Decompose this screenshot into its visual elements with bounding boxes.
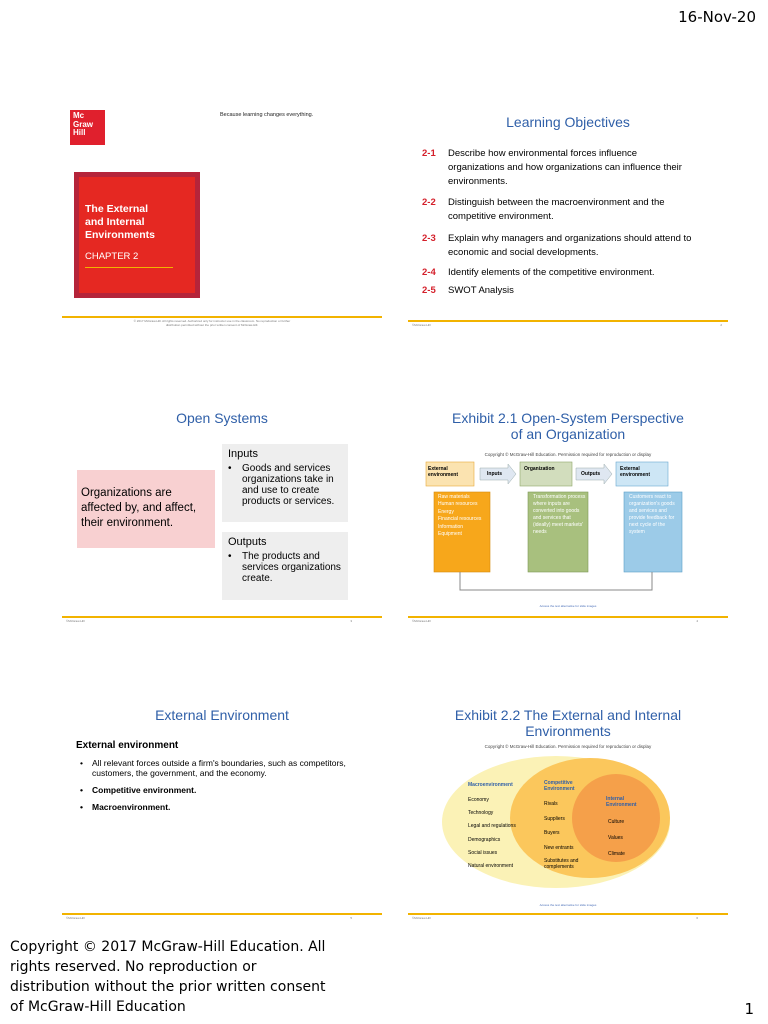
text-alternative-link[interactable]: Access the text alternative for slide images xyxy=(539,903,597,907)
bullet-item: • Competitive environment. xyxy=(80,785,197,795)
label-external-environment: External environment xyxy=(428,466,459,478)
label-macroenvironment: Macroenvironment xyxy=(468,782,513,788)
footer-page: 6 xyxy=(696,916,698,920)
footer-line xyxy=(408,320,728,322)
label-external-environment-out: External environment xyxy=(620,466,651,478)
internal-items: Culture Values Climate xyxy=(608,819,625,857)
footer-left: ©McGraw-Hill xyxy=(412,619,431,623)
objective-item: 2-4 Identify elements of the competitive environment. xyxy=(422,267,655,278)
slide-title: External Environment xyxy=(155,707,289,723)
footer-copyright: © 2017 McGraw-Hill. All rights reserved. Authorized only for instructor use in the classroom. No reproduction or further distribution permitted without the prior written consent of McGraw-Hill. xyxy=(133,319,291,327)
objective-item: 2-3 Explain why managers and organizations should attend to economic and social developments. xyxy=(422,233,692,258)
bullet-item: • Macroenvironment. xyxy=(80,802,171,812)
footer-page: 5 xyxy=(350,916,352,920)
footer-line xyxy=(62,913,382,915)
title-box xyxy=(74,172,200,298)
chapter-number: CHAPTER 2 xyxy=(85,251,139,262)
label-outputs: Outputs xyxy=(581,471,601,477)
competitive-items: Rivals Suppliers Buyers New entrants Substitutes and complements xyxy=(544,801,579,870)
footer-page: 4 xyxy=(696,619,698,623)
objective-item: 2-1 Describe how environmental forces influence organizations and how organizations can influence their environments. xyxy=(422,148,682,187)
footer-left: ©McGraw-Hill xyxy=(66,916,85,920)
feedback-loop-line xyxy=(460,572,652,590)
footer-page: 2 xyxy=(720,323,722,327)
print-date: 16-Nov-20 xyxy=(678,8,756,26)
outputs-box: Outputs • The products and services organizations create. xyxy=(222,532,348,600)
footer-left: ©McGraw-Hill xyxy=(66,619,85,623)
customers-text: Customers react to organization's goods and services and provide feedback for next cycle of the system xyxy=(629,494,675,535)
bullet-list xyxy=(80,758,348,819)
text-alternative-link[interactable]: Access the text alternative for slide images xyxy=(539,604,597,608)
macro-items: Economy Technology Legal and regulations Demographics Social issues Natural environment xyxy=(468,797,516,870)
inputs-list: Raw materials Human resources Energy Financial resources Information Equipment xyxy=(438,494,482,538)
label-competitive-environment: Competitive Environment xyxy=(544,780,575,792)
handout-copyright: Copyright © 2017 McGraw-Hill Education. All rights reserved. No reproduction or distribution without the prior written consent of McGraw-Hill Education xyxy=(10,939,326,1015)
footer-line xyxy=(408,913,728,915)
slide-learning-objectives xyxy=(408,92,728,327)
chapter-title: The External and Internal Environments xyxy=(85,203,156,241)
tagline: Because learning changes everything. xyxy=(220,112,314,118)
slide-external-environment xyxy=(62,690,382,922)
slide-exhibit-2-2 xyxy=(408,690,728,922)
footer-left: ©McGraw-Hill xyxy=(412,916,431,920)
footer-page: 3 xyxy=(350,619,352,623)
figure-copyright: Copyright © McGraw-Hill Education. Permission required for reproduction or display xyxy=(484,744,652,749)
page-number: 1 xyxy=(744,1000,754,1018)
slide-title: Exhibit 2.2 The External and Internal Environments xyxy=(454,707,682,739)
slide-title: Exhibit 2.1 Open-System Perspective of an Organization xyxy=(452,410,684,442)
mcgraw-hill-logo: Mc Graw Hill xyxy=(70,110,105,145)
label-organization: Organization xyxy=(524,466,555,472)
footer-line xyxy=(408,616,728,618)
slide-title xyxy=(62,92,382,327)
definition-box: Organizations are affected by, and affect, their environment. xyxy=(77,470,215,548)
section-heading: External environment xyxy=(76,740,179,751)
objective-item: 2-2 Distinguish between the macroenvironment and the competitive environment. xyxy=(422,197,665,222)
bullet-item: • All relevant forces outside a firm's boundaries, such as competitors, customers, the government, and the economy. xyxy=(80,758,346,778)
footer-line xyxy=(62,316,382,318)
figure-copyright: Copyright © McGraw-Hill Education. Permission required for reproduction or display xyxy=(484,452,652,457)
label-internal-environment: Internal Environment xyxy=(606,796,637,808)
slide-title: Open Systems xyxy=(176,410,268,426)
title-underline xyxy=(85,267,173,268)
slide-open-systems xyxy=(62,392,382,624)
objective-item: 2-5 SWOT Analysis xyxy=(422,285,514,296)
footer-line xyxy=(62,616,382,618)
inputs-box: Inputs • Goods and services organizations take in and use to create products or services. xyxy=(222,444,348,522)
slide-title: Learning Objectives xyxy=(506,114,630,130)
slide-exhibit-2-1 xyxy=(408,392,728,624)
transformation-text: Transformation process where inputs are converted into goods and services that (ideally) meet markets' needs xyxy=(533,494,586,535)
label-inputs: Inputs xyxy=(487,471,502,477)
footer-left: ©McGraw-Hill xyxy=(412,323,431,327)
